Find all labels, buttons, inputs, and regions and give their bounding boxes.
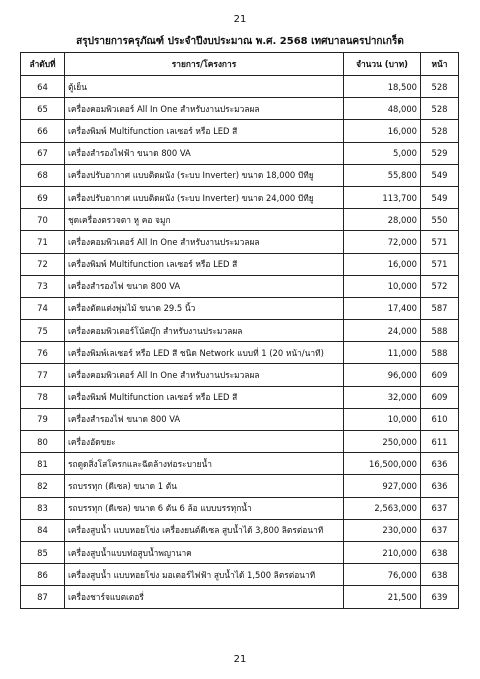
- row-amount: 2,563,000: [344, 497, 421, 519]
- row-number: 84: [21, 519, 65, 541]
- row-item: เครื่องคอมพิวเตอร์ All In One สำหรับงานประมวลผล: [65, 364, 344, 386]
- header-item: รายการ/โครงการ: [65, 53, 344, 76]
- row-item: เครื่องสูบน้ำ แบบหอยโข่ง เครื่องยนต์ดีเซล สูบน้ำได้ 3,800 ลิตรต่อนาที: [65, 519, 344, 541]
- table-row: [21, 120, 459, 142]
- row-amount: 72,000: [344, 231, 421, 253]
- table-row: [21, 164, 459, 186]
- row-amount: 250,000: [344, 431, 421, 453]
- row-page: 588: [421, 342, 459, 364]
- table-row: [21, 342, 459, 364]
- row-item: เครื่องชาร์จแบตเตอรี่: [65, 586, 344, 608]
- table-row: [21, 453, 459, 475]
- row-number: 72: [21, 253, 65, 275]
- table-row: [21, 76, 459, 98]
- row-number: 68: [21, 164, 65, 186]
- table-row: [21, 475, 459, 497]
- page-number-bottom: 21: [233, 654, 247, 665]
- row-number: 70: [21, 209, 65, 231]
- row-page: 549: [421, 186, 459, 208]
- row-page: 529: [421, 142, 459, 164]
- row-page: 587: [421, 297, 459, 319]
- row-page: 636: [421, 475, 459, 497]
- row-item: รถบรรทุก (ดีเซล) ขนาด 6 ตัน 6 ล้อ แบบบรรทุกน้ำ: [65, 497, 344, 519]
- row-page: 528: [421, 98, 459, 120]
- table-row: [21, 519, 459, 541]
- row-item: เครื่องปรับอากาศ แบบติดผนัง (ระบบ Inverter) ขนาด 24,000 บีทียู: [65, 186, 344, 208]
- row-number: 66: [21, 120, 65, 142]
- row-amount: 10,000: [344, 408, 421, 430]
- row-number: 86: [21, 564, 65, 586]
- row-item: เครื่องพิมพ์ Multifunction เลเซอร์ หรือ LED สี: [65, 253, 344, 275]
- row-amount: 17,400: [344, 297, 421, 319]
- row-amount: 18,500: [344, 76, 421, 98]
- row-item: เครื่องพิมพ์ Multifunction เลเซอร์ หรือ LED สี: [65, 386, 344, 408]
- row-amount: 55,800: [344, 164, 421, 186]
- row-amount: 16,000: [344, 120, 421, 142]
- row-item: เครื่องสูบน้ำ แบบหอยโข่ง มอเตอร์ไฟฟ้า สูบน้ำได้ 1,500 ลิตรต่อนาที: [65, 564, 344, 586]
- row-amount: 28,000: [344, 209, 421, 231]
- table-row: [21, 231, 459, 253]
- row-amount: 32,000: [344, 386, 421, 408]
- table-row: [21, 408, 459, 430]
- header-amount: จำนวน (บาท): [344, 53, 421, 76]
- row-number: 87: [21, 586, 65, 608]
- row-number: 79: [21, 408, 65, 430]
- row-page: 528: [421, 120, 459, 142]
- table-row: [21, 320, 459, 342]
- table-body: [21, 76, 459, 609]
- row-item: เครื่องพิมพ์ Multifunction เลเซอร์ หรือ LED สี: [65, 120, 344, 142]
- row-item: รถบรรทุก (ดีเซล) ขนาด 1 ตัน: [65, 475, 344, 497]
- table-row: [21, 541, 459, 563]
- row-page: 528: [421, 76, 459, 98]
- document-title: สรุปรายการครุภัณฑ์ ประจำปีงบประมาณ พ.ศ. 2568 เทศบาลนครปากเกร็ด: [76, 36, 404, 47]
- row-page: 637: [421, 519, 459, 541]
- equipment-table: [20, 52, 459, 609]
- row-page: 572: [421, 275, 459, 297]
- row-page: 609: [421, 364, 459, 386]
- row-number: 81: [21, 453, 65, 475]
- table-row: [21, 186, 459, 208]
- row-page: 549: [421, 164, 459, 186]
- row-number: 67: [21, 142, 65, 164]
- row-number: 75: [21, 320, 65, 342]
- row-number: 77: [21, 364, 65, 386]
- row-number: 71: [21, 231, 65, 253]
- table-row: [21, 253, 459, 275]
- row-amount: 24,000: [344, 320, 421, 342]
- row-page: 637: [421, 497, 459, 519]
- page-number-top: 21: [233, 14, 247, 25]
- table-row: [21, 364, 459, 386]
- table-row: [21, 297, 459, 319]
- row-amount: 76,000: [344, 564, 421, 586]
- row-number: 73: [21, 275, 65, 297]
- table-row: [21, 497, 459, 519]
- table-row: [21, 586, 459, 608]
- row-page: 610: [421, 408, 459, 430]
- row-number: 80: [21, 431, 65, 453]
- header-no: ลำดับที่: [21, 53, 65, 76]
- table-header-row: [21, 53, 459, 76]
- row-item: เครื่องสูบน้ำแบบท่อสูบน้ำพญานาค: [65, 541, 344, 563]
- row-amount: 210,000: [344, 541, 421, 563]
- row-item: เครื่องคอมพิวเตอร์โน้ตบุ๊ก สำหรับงานประมวลผล: [65, 320, 344, 342]
- row-number: 69: [21, 186, 65, 208]
- row-number: 74: [21, 297, 65, 319]
- row-amount: 16,500,000: [344, 453, 421, 475]
- table-row: [21, 564, 459, 586]
- row-item: เครื่องอัดขยะ: [65, 431, 344, 453]
- row-number: 76: [21, 342, 65, 364]
- table-row: [21, 275, 459, 297]
- row-page: 636: [421, 453, 459, 475]
- row-amount: 927,000: [344, 475, 421, 497]
- row-page: 609: [421, 386, 459, 408]
- row-amount: 10,000: [344, 275, 421, 297]
- row-item: รถดูดสิ่งโสโครกและฉีดล้างท่อระบายน้ำ: [65, 453, 344, 475]
- row-item: เครื่องสำรองไฟ ขนาด 800 VA: [65, 408, 344, 430]
- header-page: หน้า: [421, 53, 459, 76]
- row-page: 638: [421, 564, 459, 586]
- row-page: 588: [421, 320, 459, 342]
- row-amount: 113,700: [344, 186, 421, 208]
- row-item: ตู้เย็น: [65, 76, 344, 98]
- row-item: เครื่องคอมพิวเตอร์ All In One สำหรับงานประมวลผล: [65, 98, 344, 120]
- row-amount: 230,000: [344, 519, 421, 541]
- row-amount: 5,000: [344, 142, 421, 164]
- row-page: 639: [421, 586, 459, 608]
- table-row: [21, 209, 459, 231]
- table-row: [21, 431, 459, 453]
- row-page: 571: [421, 231, 459, 253]
- row-item: เครื่องสำรองไฟ ขนาด 800 VA: [65, 275, 344, 297]
- row-number: 78: [21, 386, 65, 408]
- row-page: 571: [421, 253, 459, 275]
- row-number: 65: [21, 98, 65, 120]
- table-row: [21, 142, 459, 164]
- row-amount: 48,000: [344, 98, 421, 120]
- table-row: [21, 386, 459, 408]
- table-row: [21, 98, 459, 120]
- row-item: ชุดเครื่องตรวจตา หู คอ จมูก: [65, 209, 344, 231]
- row-number: 82: [21, 475, 65, 497]
- row-item: เครื่องปรับอากาศ แบบติดผนัง (ระบบ Inverter) ขนาด 18,000 บีทียู: [65, 164, 344, 186]
- row-item: เครื่องคอมพิวเตอร์ All In One สำหรับงานประมวลผล: [65, 231, 344, 253]
- row-number: 64: [21, 76, 65, 98]
- row-item: เครื่องพิมพ์เลเซอร์ หรือ LED สี ชนิด Network แบบที่ 1 (20 หน้า/นาที): [65, 342, 344, 364]
- row-page: 638: [421, 541, 459, 563]
- row-number: 83: [21, 497, 65, 519]
- row-page: 550: [421, 209, 459, 231]
- row-amount: 21,500: [344, 586, 421, 608]
- row-number: 85: [21, 541, 65, 563]
- row-amount: 11,000: [344, 342, 421, 364]
- row-item: เครื่องสำรองไฟฟ้า ขนาด 800 VA: [65, 142, 344, 164]
- row-amount: 96,000: [344, 364, 421, 386]
- row-amount: 16,000: [344, 253, 421, 275]
- row-page: 611: [421, 431, 459, 453]
- row-item: เครื่องตัดแต่งพุ่มไม้ ขนาด 29.5 นิ้ว: [65, 297, 344, 319]
